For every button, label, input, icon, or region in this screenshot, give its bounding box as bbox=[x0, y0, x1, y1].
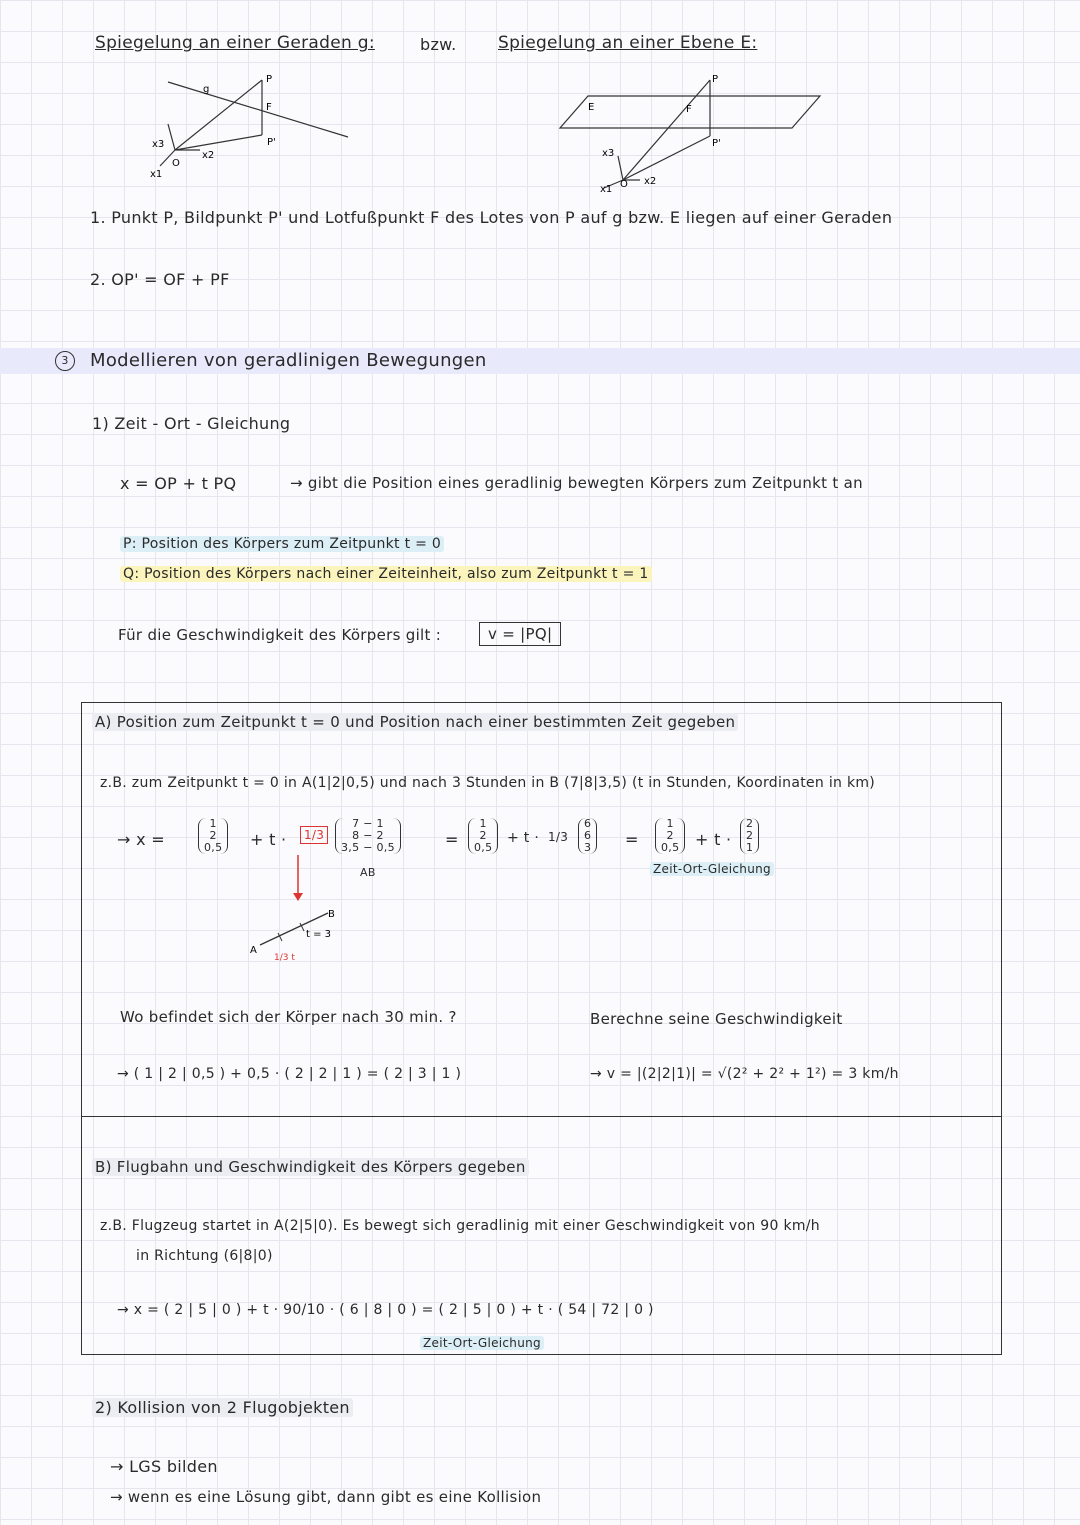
reflection-point-1: 1. Punkt P, Bildpunkt P' und Lotfußpunkt F des Lotes von P auf g bzw. E liegen auf einer Geraden bbox=[90, 208, 893, 227]
plus-t-3: + t · bbox=[695, 830, 732, 849]
line-reflection-figure bbox=[140, 70, 360, 185]
sketch-label-A: A bbox=[250, 945, 257, 956]
reflection-point-2: 2. OP' = OF + PF bbox=[90, 270, 230, 289]
vector-a-repeat-b-1: 1 bbox=[666, 817, 674, 830]
fig1-label-g: g bbox=[203, 84, 210, 95]
vector-a-repeat-b-3: 0,5 bbox=[661, 841, 680, 854]
box-a-eq-equals: = bbox=[445, 830, 459, 849]
examples-divider bbox=[81, 1116, 1002, 1117]
plus-t: + t · bbox=[250, 830, 287, 849]
box-a-example: z.B. zum Zeitpunkt t = 0 in A(1|2|0,5) und nach 3 Stunden in B (7|8|3,5) (t in Stunden, Koordinaten in km) bbox=[100, 775, 876, 791]
fig1-label-x2: x2 bbox=[202, 150, 215, 161]
q-description: Q: Position des Körpers nach einer Zeiteinheit, also zum Zeitpunkt t = 1 bbox=[120, 566, 652, 582]
fraction-third-boxed: 1/3 bbox=[300, 826, 328, 844]
fig1-label-F: F bbox=[266, 102, 272, 113]
fig2-label-P: P bbox=[712, 74, 719, 85]
vector-221-3: 1 bbox=[746, 841, 754, 854]
vector-a-repeat-3: 0,5 bbox=[474, 841, 493, 854]
box-a-title: A) Position zum Zeitpunkt t = 0 und Position nach einer bestimmten Zeit gegeben bbox=[92, 713, 738, 731]
vector-a-repeat bbox=[468, 818, 498, 854]
subsection-1-title: 1) Zeit - Ort - Gleichung bbox=[92, 414, 291, 433]
fig1-label-O: O bbox=[172, 158, 180, 169]
vector-a-repeat-b-2: 2 bbox=[666, 829, 674, 842]
under-label-ab: AB bbox=[360, 866, 376, 879]
vector-663-1: 6 bbox=[584, 817, 592, 830]
vector-a-1: 1 bbox=[209, 817, 217, 830]
title-plane-reflection: Spiegelung an einer Ebene E: bbox=[498, 33, 758, 53]
plane-reflection-figure bbox=[560, 70, 830, 200]
vector-221 bbox=[740, 818, 759, 854]
answer-30min: → ( 1 | 2 | 0,5 ) + 0,5 · ( 2 | 2 | 1 ) = ( 2 | 3 | 1 ) bbox=[117, 1066, 462, 1082]
sketch-label-B: B bbox=[328, 909, 335, 920]
vector-663-2: 6 bbox=[584, 829, 592, 842]
box-b-equation: → x = ( 2 | 5 | 0 ) + t · 90/10 · ( 6 | 8 | 0 ) = ( 2 | 5 | 0 ) + t · ( 54 | 72 | 0 ) bbox=[117, 1302, 654, 1318]
speed-question: Berechne seine Geschwindigkeit bbox=[590, 1010, 843, 1028]
vector-a-2: 2 bbox=[209, 829, 217, 842]
vector-ab-3: 3,5 − 0,5 bbox=[341, 841, 395, 854]
fraction-third-2: 1/3 bbox=[548, 830, 569, 844]
fig1-label-x3: x3 bbox=[152, 139, 165, 150]
vector-ab bbox=[335, 818, 401, 854]
segment-sketch bbox=[250, 855, 360, 970]
plus-t-2: + t · bbox=[507, 830, 540, 846]
vector-ab-2: 8 − 2 bbox=[352, 829, 384, 842]
fig2-label-P1: P' bbox=[712, 138, 721, 149]
fig2-label-x2: x2 bbox=[644, 176, 657, 187]
vector-a-repeat-1: 1 bbox=[479, 817, 487, 830]
vector-a-3: 0,5 bbox=[204, 841, 223, 854]
zeit-ort-label-a: Zeit-Ort-Gleichung bbox=[650, 862, 774, 876]
box-a-eq-start: → x = bbox=[117, 830, 165, 849]
equation-description: → gibt die Position eines geradlinig bewegten Körpers zum Zeitpunkt t an bbox=[290, 474, 863, 492]
lgs-line: → LGS bilden bbox=[110, 1457, 218, 1476]
sketch-label-t3: t = 3 bbox=[306, 929, 332, 940]
fig2-label-x1: x1 bbox=[600, 184, 613, 195]
zeit-ort-equation: x = OP + t PQ bbox=[120, 474, 237, 493]
vector-221-1: 2 bbox=[746, 817, 754, 830]
vector-221-2: 2 bbox=[746, 829, 754, 842]
fig2-label-x3: x3 bbox=[602, 148, 615, 159]
vector-ab-1: 7 − 1 bbox=[352, 817, 384, 830]
fig2-label-E: E bbox=[588, 102, 595, 113]
vector-a-repeat-b bbox=[655, 818, 685, 854]
vector-663-3: 3 bbox=[584, 841, 592, 854]
kollision-line: → wenn es eine Lösung gibt, dann gibt es eine Kollision bbox=[110, 1488, 542, 1506]
fig1-label-P: P bbox=[266, 74, 273, 85]
fig1-label-x1: x1 bbox=[150, 169, 163, 180]
box-b-example-2: in Richtung (6|8|0) bbox=[136, 1248, 273, 1264]
box-a-eq-equals-2: = bbox=[625, 830, 639, 849]
speed-formula-box: v = |PQ| bbox=[479, 622, 561, 646]
section-number-badge: 3 bbox=[55, 351, 75, 371]
p-description: P: Position des Körpers zum Zeitpunkt t = 0 bbox=[120, 536, 444, 552]
speed-answer: → v = |(2|2|1)| = √(2² + 2² + 1²) = 3 km/h bbox=[590, 1066, 899, 1082]
vector-a bbox=[198, 818, 228, 854]
question-30min: Wo befindet sich der Körper nach 30 min. ? bbox=[120, 1008, 457, 1026]
vector-a-repeat-2: 2 bbox=[479, 829, 487, 842]
box-b-title: B) Flugbahn und Geschwindigkeit des Körpers gegeben bbox=[92, 1158, 529, 1176]
box-b-example: z.B. Flugzeug startet in A(2|5|0). Es bewegt sich geradlinig mit einer Geschwindigkeit von 90 km/h bbox=[100, 1218, 820, 1234]
sketch-label-third: 1/3 t bbox=[274, 953, 295, 963]
fig2-label-F: F bbox=[686, 104, 692, 115]
subsection-2-title: 2) Kollision von 2 Flugobjekten bbox=[92, 1398, 353, 1417]
fig1-label-P1: P' bbox=[267, 137, 276, 148]
fig2-label-O: O bbox=[620, 179, 628, 190]
speed-label: Für die Geschwindigkeit des Körpers gilt : bbox=[118, 626, 442, 644]
section-title: Modellieren von geradlinigen Bewegungen bbox=[90, 350, 487, 371]
title-line-reflection: Spiegelung an einer Geraden g: bbox=[95, 33, 375, 53]
zeit-ort-label-b: Zeit-Ort-Gleichung bbox=[420, 1336, 544, 1350]
vector-663 bbox=[578, 818, 597, 854]
bzw-label: bzw. bbox=[420, 35, 457, 54]
